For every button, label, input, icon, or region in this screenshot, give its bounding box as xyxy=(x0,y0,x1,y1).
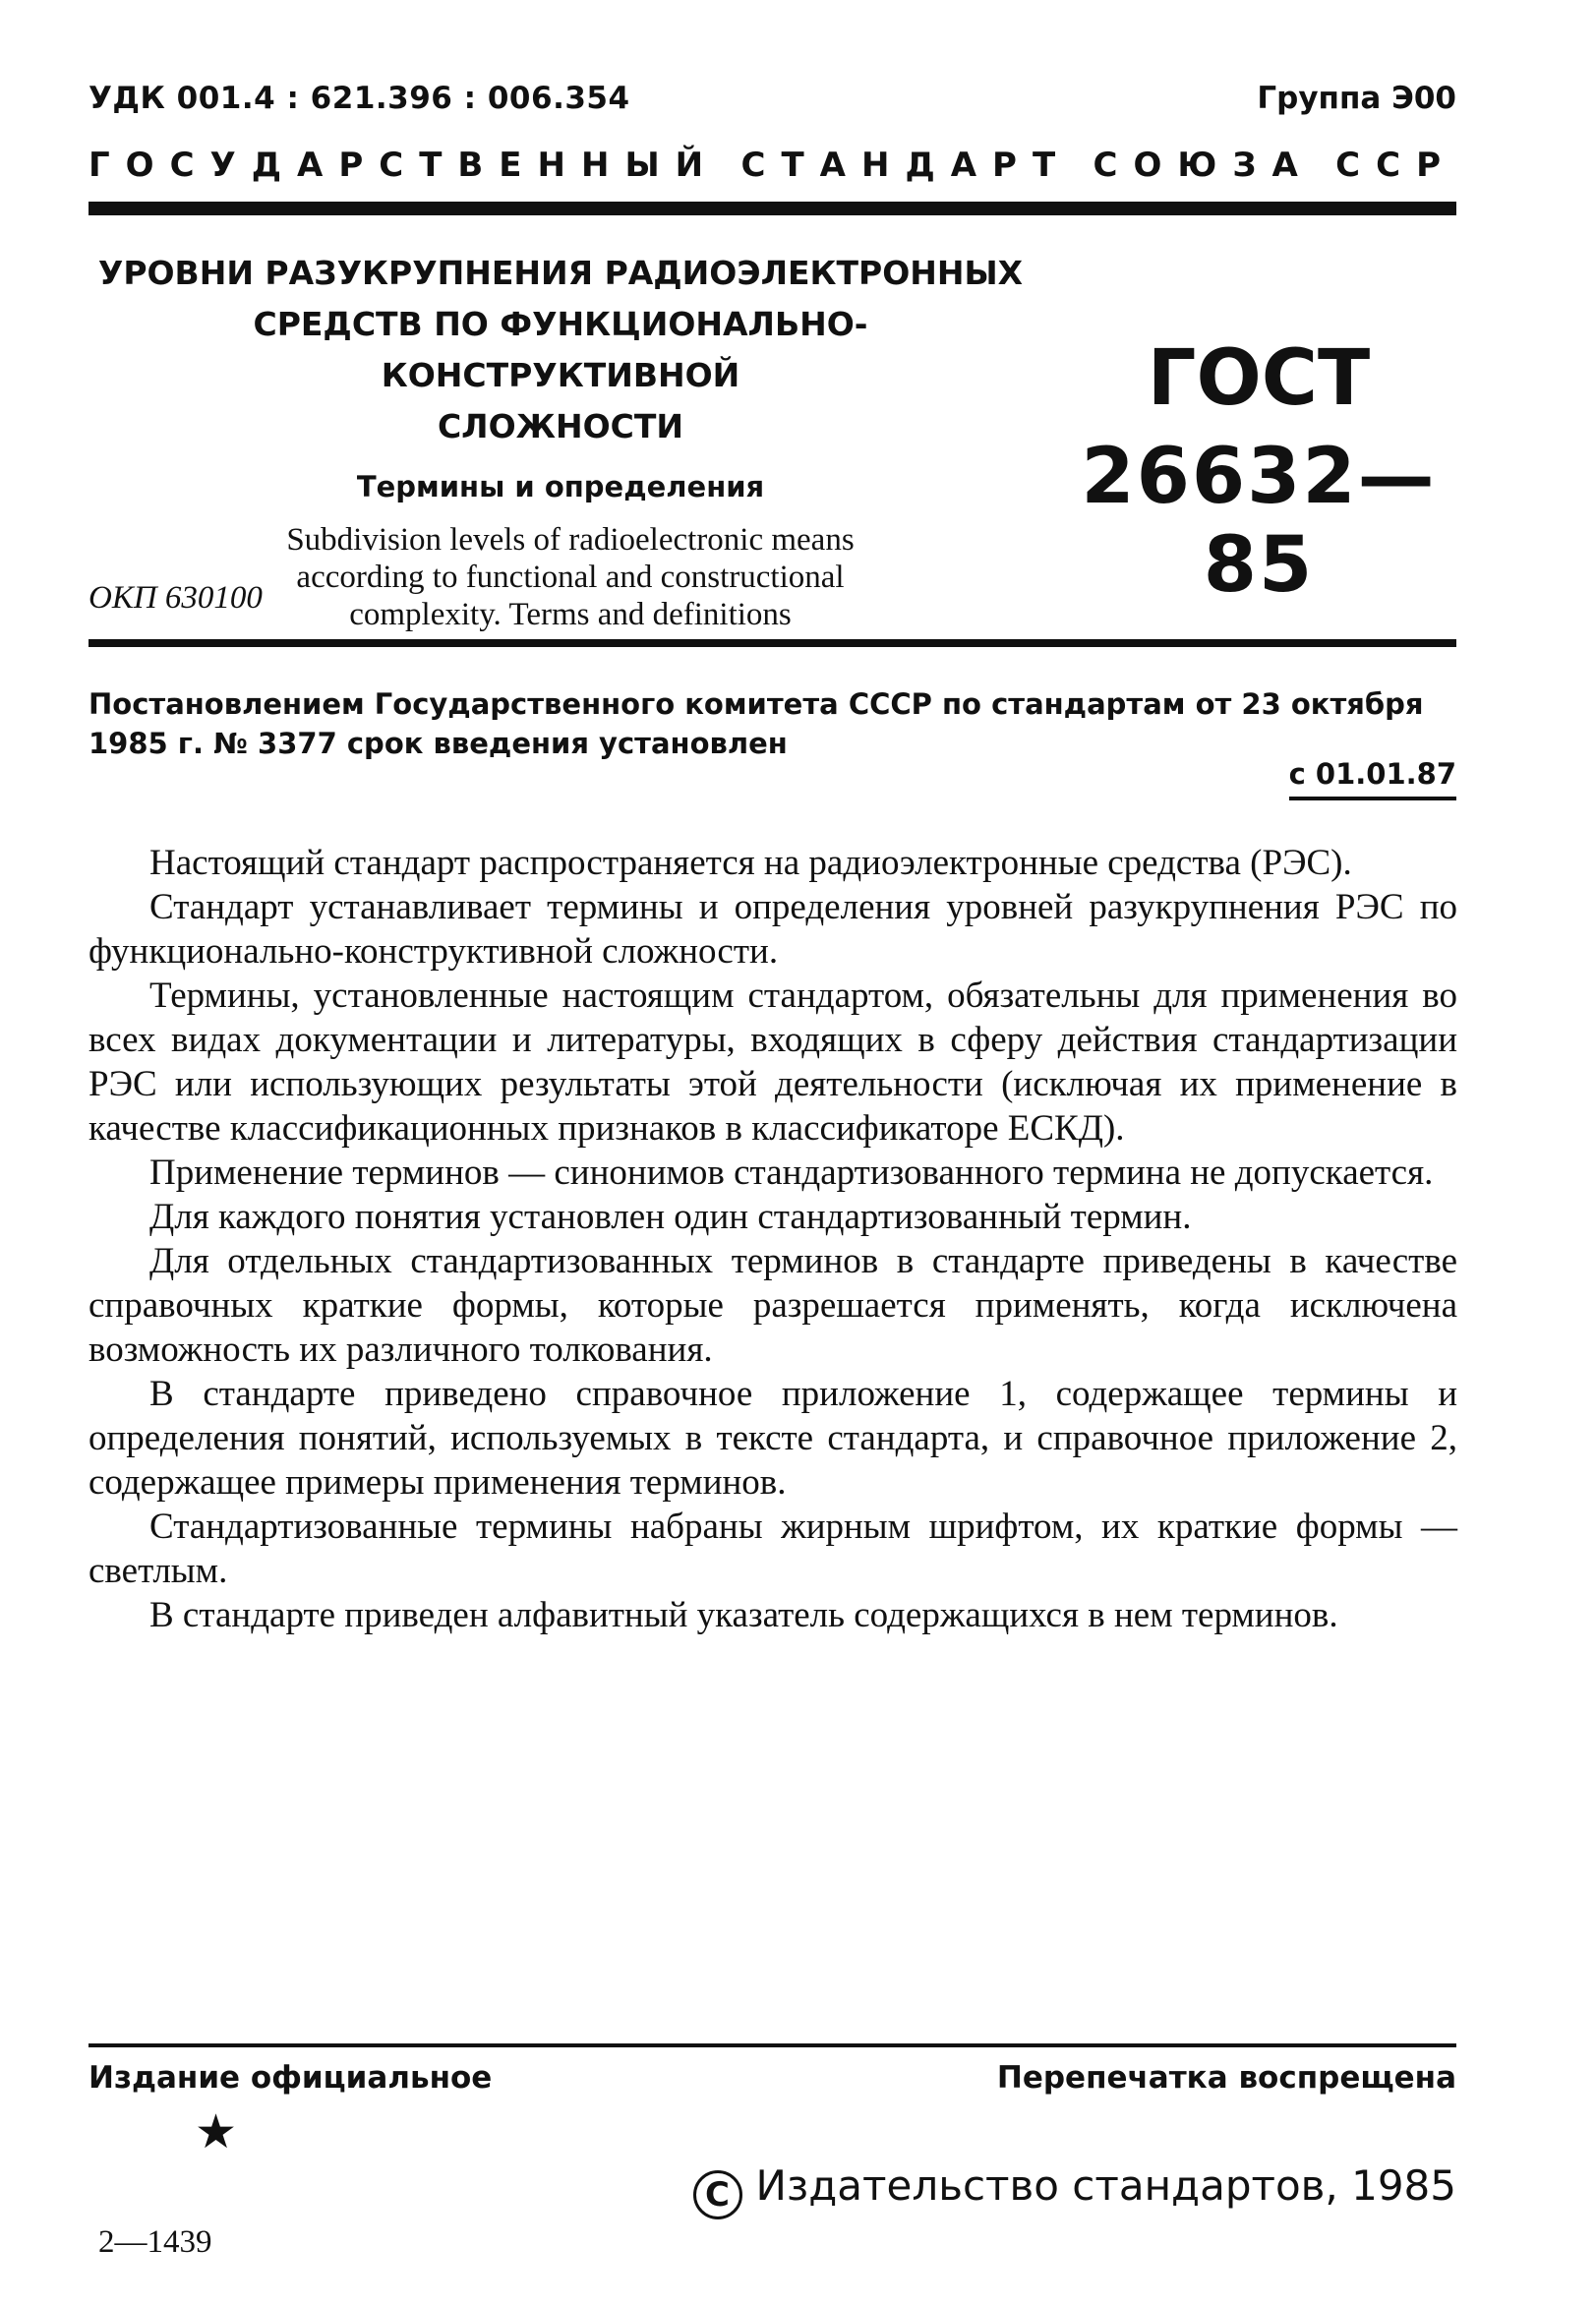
state-standard-word: ГОСУДАРСТВЕННЫЙ xyxy=(89,146,720,185)
title-block xyxy=(89,248,1033,633)
body-paragraph: Стандарт устанавливает термины и определения уровней разукрупнения РЭС по функционально-конструктивной сложности. xyxy=(89,887,1457,972)
state-standard-word: СТАНДАРТ xyxy=(740,146,1072,185)
okp-code: ОКП 630100 xyxy=(89,580,263,616)
title-en-line: Subdivision levels of radioelectronic means xyxy=(286,522,855,558)
copyright-icon: C xyxy=(693,2170,742,2219)
state-standard-heading xyxy=(89,146,1456,185)
reprint-notice: Перепечатка воспрещена xyxy=(996,2060,1456,2096)
publisher-name: Издательство стандартов, 1985 xyxy=(755,2161,1456,2210)
introduction-date: с 01.01.87 xyxy=(1289,757,1456,800)
title-line: УРОВНИ РАЗУКРУПНЕНИЯ РАДИОЭЛЕКТРОННЫХ xyxy=(97,254,1024,292)
title-russian xyxy=(89,248,1033,452)
body-paragraph: Для отдельных стандартизованных терминов в стандарте приведены в качестве справочных краткие формы, которые разрешается применять, когда исключена возможность их различного толкования. xyxy=(89,1241,1457,1370)
header-rule xyxy=(89,202,1456,215)
title-line: СРЕДСТВ ПО ФУНКЦИОНАЛЬНО-КОНСТРУКТИВНОЙ xyxy=(253,305,868,394)
body-paragraph: Применение терминов — синонимов стандартизованного термина не допускается. xyxy=(149,1153,1434,1193)
body-paragraph: В стандарте приведен алфавитный указатель содержащихся в нем терминов. xyxy=(149,1595,1338,1635)
body-paragraph: Настоящий стандарт распространяется на радиоэлектронные средства (РЭС). xyxy=(149,843,1352,883)
title-rule xyxy=(89,639,1456,647)
body-paragraph: В стандарте приведено справочное приложение 1, содержащее термины и определения понятий, используемых в тексте стандарта, и справочное приложение 2, содержащее примеры применения терминов. xyxy=(89,1374,1457,1503)
print-code: 2—1439 xyxy=(98,2224,212,2260)
footer-rule xyxy=(89,2043,1456,2047)
title-en-line: according to functional and constructional xyxy=(296,560,845,595)
body-paragraph: Стандартизованные термины набраны жирным шрифтом, их краткие формы — светлым. xyxy=(89,1507,1457,1591)
title-line: СЛОЖНОСТИ xyxy=(437,407,684,445)
body-paragraph: Для каждого понятия установлен один стандартизованный термин. xyxy=(149,1197,1192,1237)
title-en-line: complexity. Terms and definitions xyxy=(349,597,792,632)
gost-number: 26632—85 xyxy=(1081,433,1437,610)
gost-label: ГОСТ xyxy=(1147,334,1371,423)
body-text xyxy=(89,841,1457,1637)
edition-label: Издание официальное xyxy=(89,2060,493,2096)
body-paragraph: Термины, установленные настоящим стандартом, обязательны для применения во всех видах документации и литературы, входящих в сферу действия стандартизации РЭС или использующих результаты этой деятельности (исключая их применение в качестве классификационных признаков в классификаторе ЕСКД). xyxy=(89,976,1457,1149)
star-icon: ★ xyxy=(195,2104,238,2159)
publisher-line xyxy=(693,2161,1456,2219)
udk-code: УДК 001.4 : 621.396 : 006.354 xyxy=(89,81,630,116)
state-standard-word: СОЮЗА xyxy=(1093,146,1314,185)
decree-text: Постановлением Государственного комитета СССР по стандартам от 23 октября 1985 г. № 3377 срок введения установлен xyxy=(89,687,1424,760)
group-code: Группа Э00 xyxy=(1257,81,1456,116)
state-standard-word: ССР xyxy=(1335,146,1456,185)
title-subtitle: Термины и определения xyxy=(356,470,765,503)
